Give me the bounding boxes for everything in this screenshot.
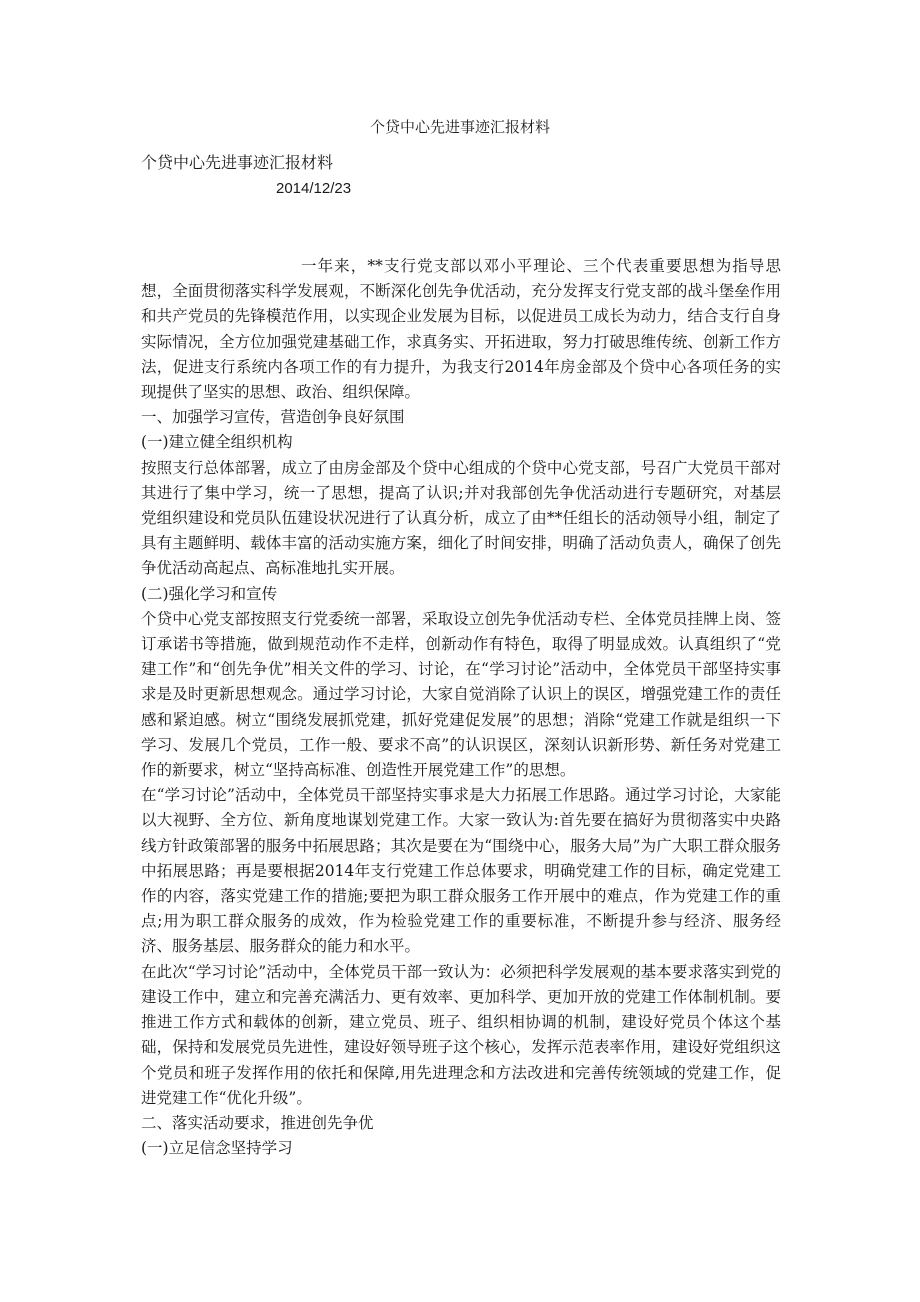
document-body — [141, 254, 781, 1161]
section-heading-2: 二、落实活动要求，推进创先争优 — [141, 1113, 374, 1132]
subsection-heading-1-1: (一)建立健全组织机构 — [141, 433, 293, 452]
paragraph: 在“学习讨论”活动中，全体党员干部坚持实事求是大力拓展工作思路。通过学习讨论，大家能以大视野、全方位、新角度地谋划党建工作。大家一致认为:首先要在搞好为贯彻落实中央路线方针政策部署的服务中拓展思路；其次是要在为“围绕中心，服务大局”为广大职工群众服务中拓展思路；再是要根据2014年支行党建工作总体要求，明确党建工作的目标，确定党建工作的内容，落实党建工作的措施;要把为职工群众服务工作开展中的难点，作为党建工作的重点;用为职工群众服务的成效，作为检验党建工作的重要标准，不断提升参与经济、服务经济、服务基层、服务群众的能力和水平。 — [141, 786, 781, 956]
paragraph-intro: 一年来，**支行党支部以邓小平理论、三个代表重要思想为指导思想，全面贯彻落实科学发展观，不断深化创先争优活动，充分发挥支行党支部的战斗堡垒作用和共产党员的先锋模范作用，以实现企业发展为目标，以促进员工成长为动力，结合支行自身实际情况，全方位加强党建基础工作，求真务实、开拓进取，努力打破思维传统、创新工作方法，促进支行系统内各项工作的有力提升，为我支行2014年房金部及个贷中心各项任务的实现提供了坚实的思想、政治、组织保障。 — [141, 257, 781, 402]
subsection-heading-1-2: (二)强化学习和宣传 — [141, 584, 278, 603]
section-heading-1: 一、加强学习宣传，营造创争良好氛围 — [141, 408, 405, 427]
subsection-heading-2-1: (一)立足信念坚持学习 — [141, 1139, 293, 1158]
document-title: 个贷中心先进事迹汇报材料 — [369, 118, 550, 136]
paragraph: 按照支行总体部署，成立了由房金部及个贷中心组成的个贷中心党支部，号召广大党员干部对其进行了集中学习，统一了思想，提高了认识;并对我部创先争优活动进行专题研究，对基层党组织建设和党员队伍建设状况进行了认真分析，成立了由**任组长的活动领导小组，制定了具有主题鲜明、载体丰富的活动实施方案，细化了时间安排，明确了活动负责人，确保了创先争优活动高起点、高标准地扎实开展。 — [141, 458, 781, 578]
document-date: 2014/12/23 — [276, 180, 352, 197]
paragraph: 在此次“学习讨论”活动中，全体党员干部一致认为：必须把科学发展观的基本要求落实到党的建设工作中，建立和完善充满活力、更有效率、更加科学、更加开放的党建工作体制机制。要推进工作方式和载体的创新，建立党员、班子、组织相协调的机制，建设好党员个体这个基础，保持和发展党员先进性，建设好领导班子这个核心，发挥示范表率作用，建设好党组织这个党员和班子发挥作用的依托和保障,用先进理念和方法改进和完善传统领域的党建工作，促进党建工作“优化升级”。 — [141, 962, 781, 1107]
document-subtitle: 个贷中心先进事迹汇报材料 — [141, 153, 334, 172]
paragraph: 个贷中心党支部按照支行党委统一部署，采取设立创先争优活动专栏、全体党员挂牌上岗、签订承诺书等措施，做到规范动作不走样，创新动作有特色，取得了明显成效。认真组织了“党建工作”和“创先争优”相关文件的学习、讨论，在“学习讨论”活动中，全体党员干部坚持实事求是及时更新思想观念。通过学习讨论，大家自觉消除了认识上的误区，增强党建工作的责任感和紧迫感。树立“围绕发展抓党建，抓好党建促发展”的思想；消除“党建工作就是组织一下学习、发展几个党员，工作一般、要求不高”的认识误区，深刻认识新形势、新任务对党建工作的新要求，树立“坚持高标准、创造性开展党建工作”的思想。 — [141, 609, 781, 780]
